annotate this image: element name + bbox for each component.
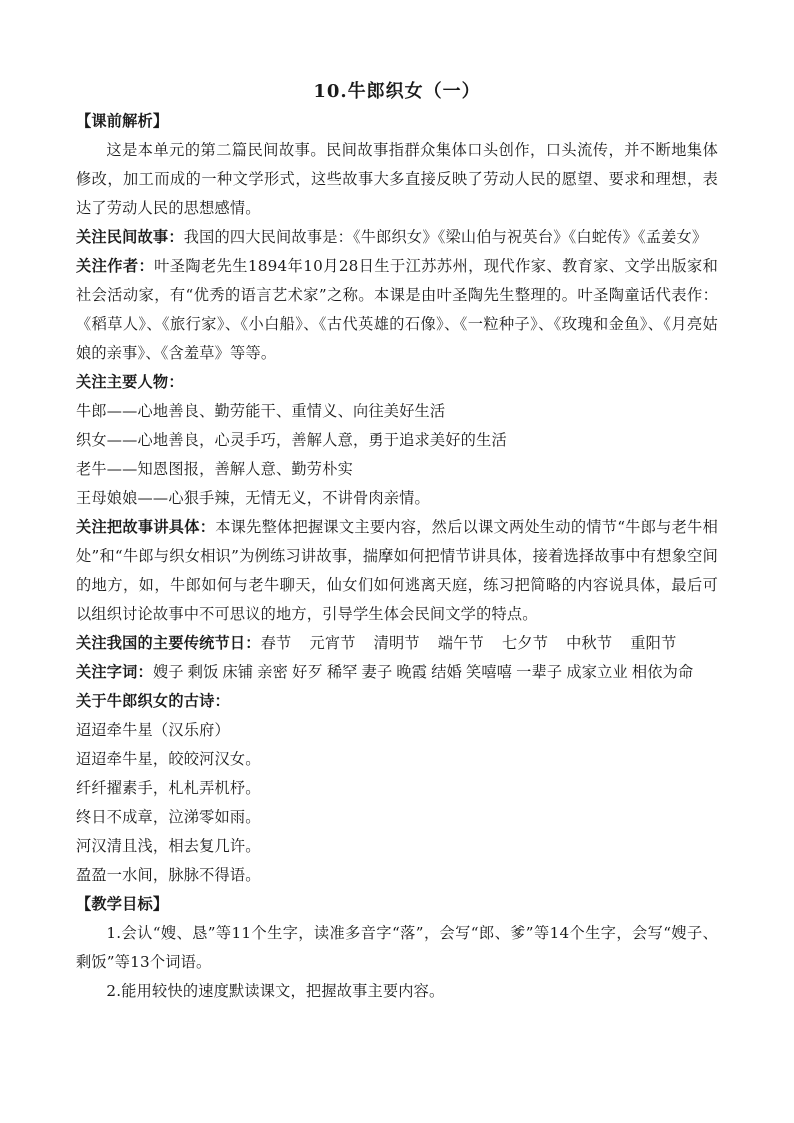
poem-line: 终日不成章，泣涕零如雨。: [76, 808, 261, 826]
word-item: 好歹: [292, 663, 323, 681]
word-item: 床铺: [222, 663, 254, 681]
character-line: 织女——心地善良，心灵手巧，善解人意，勇于追求美好的生活: [76, 431, 507, 449]
word-item: 相依为命: [631, 663, 694, 681]
word-item: 笑嘻嘻: [465, 663, 513, 681]
word-item: 晚霞: [396, 663, 428, 681]
storytelling-paragraph: [76, 513, 718, 629]
characters-label: 关注主要人物：: [76, 373, 184, 391]
word-item: 结婚: [431, 663, 462, 681]
festival-item: 七夕节: [501, 634, 549, 652]
character-line: 老牛——知恩图报，善解人意、勤劳朴实: [76, 460, 353, 478]
festivals-paragraph: [76, 629, 718, 658]
pre-class-heading: 【课前解析】: [76, 112, 169, 130]
author-text: 叶圣陶老先生1894年10月28日生于江苏苏州，现代作家、教育家、文学出版家和社会活动家，有“优秀的语言艺术家”之称。本课是由叶圣陶先生整理的。叶圣陶童话代表作：《稻草人》、《旅行家》、《小白船》、《古代英雄的石像》、《一粒种子》、《玫瑰和金鱼》、《月亮姑娘的亲事》、《含羞草》等等。: [76, 257, 718, 362]
word-item: 一辈子: [516, 663, 563, 681]
festival-item: 清明节: [373, 634, 420, 652]
goal-item: 1.会认“嫂、恳”等11个生字，读准多音字“落”，会写“郎、爹”等14个生字，会写“嫂子、剩饭”等13个词语。: [76, 924, 718, 971]
author-label: 关注作者：: [76, 257, 155, 275]
poem-line: 盈盈一水间，脉脉不得语。: [76, 866, 261, 884]
pre-class-intro: 这是本单元的第二篇民间故事。民间故事指群众集体口头创作，口头流传，并不断地集体修改，加工而成的一种文学形式，这些故事大多直接反映了劳动人民的愿望、要求和理想，表达了劳动人民的思想感情。: [76, 141, 718, 217]
festival-item: 重阳节: [630, 634, 677, 652]
document-body: [76, 78, 718, 1006]
festivals-label: 关注我国的主要传统节日：: [76, 634, 261, 652]
storytelling-label: 关注把故事讲具体：: [76, 518, 216, 536]
festival-item: 春节: [260, 634, 292, 652]
festival-item: 端午节: [437, 634, 484, 652]
poem-title: 迢迢牵牛星（汉乐府）: [76, 721, 230, 739]
author-paragraph: [76, 252, 718, 368]
goal-item: 2.能用较快的速度默读课文，把握故事主要内容。: [106, 982, 445, 1000]
poem-line: 纤纤擢素手，札札弄机杼。: [76, 779, 261, 797]
word-item: 嫂子: [152, 663, 184, 681]
poem-label: 关于牛郎织女的古诗：: [76, 692, 230, 710]
folk-stories-paragraph: [76, 223, 718, 252]
poem-line: 河汉清且浅，相去复几许。: [76, 837, 261, 855]
lesson-title: 10.牛郎织女（一）: [313, 81, 481, 102]
words-label: 关注字词：: [76, 663, 153, 681]
festival-item: 中秋节: [566, 634, 613, 652]
folk-stories-label: 关注民间故事：: [76, 228, 184, 246]
word-item: 成家立业: [566, 663, 628, 681]
words-paragraph: [76, 658, 718, 687]
word-item: 稀罕: [326, 663, 358, 681]
word-item: 亲密: [257, 663, 289, 681]
festival-item: 元宵节: [309, 634, 356, 652]
folk-stories-text: 我国的四大民间故事是：《牛郎织女》《梁山伯与祝英台》《白蛇传》《孟姜女》: [183, 228, 708, 246]
storytelling-text: 本课先整体把握课文主要内容，然后以课文两处生动的情节“牛郎与老牛相处”和“牛郎与织女相识”为例练习讲故事，揣摩如何把情节讲具体，接着选择故事中有想象空间的地方，如，牛郎如何与老牛聊天，仙女们如何逃离天庭，练习把简略的内容说具体，最后可以组织讨论故事中不可思议的地方，引导学生体会民间文学的特点。: [76, 518, 718, 623]
poem-line: 迢迢牵牛星，皎皎河汉女。: [76, 750, 261, 768]
word-item: 妻子: [361, 663, 393, 681]
goals-heading: 【教学目标】: [76, 895, 169, 913]
character-line: 牛郎——心地善良、勤劳能干、重情义、向往美好生活: [76, 402, 446, 420]
character-line: 王母娘娘——心狠手辣，无情无义，不讲骨肉亲情。: [76, 489, 430, 507]
word-item: 剩饭: [187, 663, 219, 681]
